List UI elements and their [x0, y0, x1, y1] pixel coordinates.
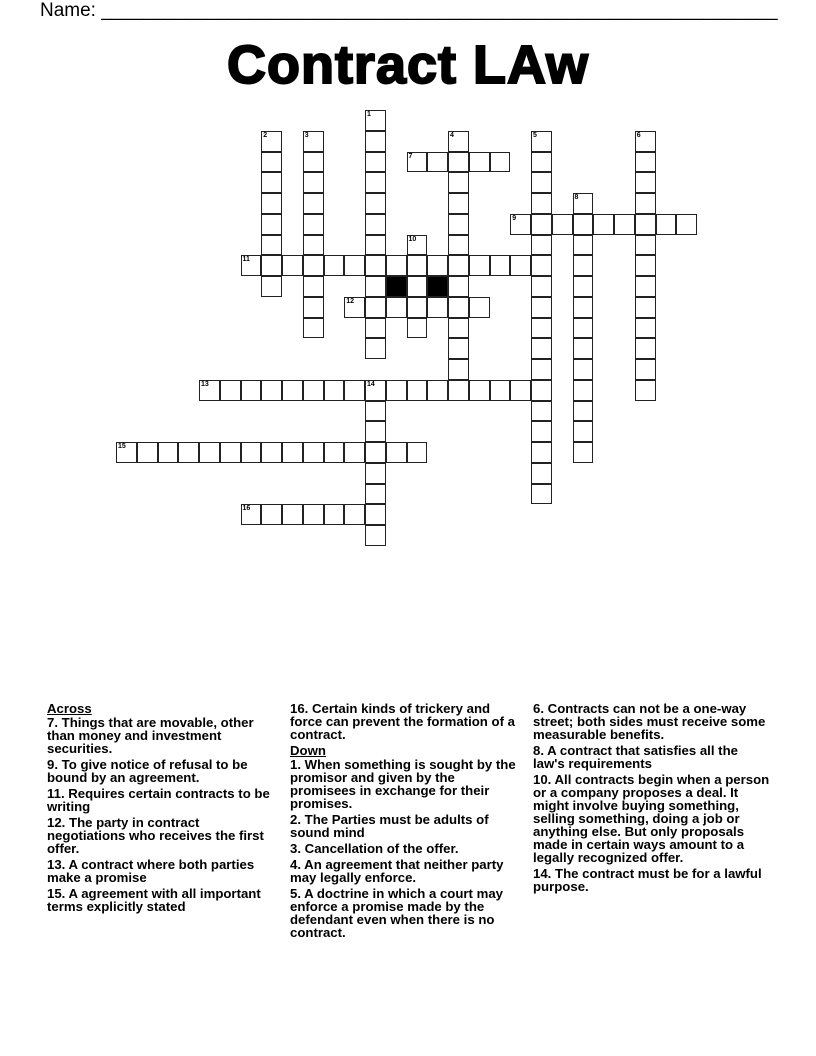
crossword-cell[interactable]	[469, 380, 490, 401]
clue-down-1	[290, 758, 522, 810]
cell-number: 11	[242, 256, 250, 264]
crossword-cell[interactable]	[365, 318, 386, 339]
crossword-cell[interactable]	[365, 504, 386, 525]
crossword-cell[interactable]	[490, 152, 511, 173]
crossword-cell[interactable]	[137, 442, 158, 463]
crossword-cell[interactable]	[365, 255, 386, 276]
clue-column-1	[47, 702, 279, 916]
clue-text: Requires certain contracts to be writing	[47, 786, 270, 814]
clue-down-3	[290, 842, 522, 855]
crossword-cell[interactable]	[365, 152, 386, 173]
crossword-cell[interactable]	[448, 193, 469, 214]
crossword-cell[interactable]	[531, 152, 552, 173]
crossword-cell[interactable]	[365, 110, 386, 131]
crossword-cell[interactable]	[365, 276, 386, 297]
crossword-cell[interactable]	[531, 421, 552, 442]
clue-text: Things that are movable, other than money and investment securities.	[47, 715, 254, 756]
crossword-cell[interactable]	[448, 172, 469, 193]
crossword-cell[interactable]	[469, 152, 490, 173]
crossword-cell[interactable]	[531, 172, 552, 193]
cell-number: 2	[263, 131, 268, 139]
black-cell	[427, 276, 448, 297]
crossword-cell[interactable]	[635, 172, 656, 193]
crossword-cell[interactable]	[261, 214, 282, 235]
clue-number: 7.	[47, 715, 58, 730]
crossword-cell[interactable]	[656, 214, 677, 235]
clue-number: 13.	[47, 857, 66, 872]
crossword-cell[interactable]	[365, 484, 386, 505]
clue-number: 6.	[533, 701, 544, 716]
crossword-cell[interactable]	[261, 442, 282, 463]
crossword-cell[interactable]	[448, 214, 469, 235]
crossword-cell[interactable]	[116, 442, 137, 463]
clue-text: When something is sought by the promisor and given by the promisees in exchange for their promises.	[290, 757, 516, 811]
crossword-cell[interactable]	[573, 442, 594, 463]
clue-number: 10.	[533, 772, 552, 787]
clue-text: An agreement that neither party may legally enforce.	[290, 857, 504, 885]
crossword-cell[interactable]	[635, 235, 656, 256]
crossword-cell[interactable]	[303, 318, 324, 339]
crossword-cell[interactable]	[407, 318, 428, 339]
crossword-cell[interactable]	[531, 359, 552, 380]
crossword-cell[interactable]	[635, 131, 656, 152]
clue-text: A doctrine in which a court may enforce a promise made by the defendant even when there is no contract.	[290, 886, 503, 940]
cell-number: 15	[118, 443, 126, 450]
crossword-cell[interactable]	[407, 442, 428, 463]
crossword-cell[interactable]	[573, 235, 594, 256]
clue-column-2	[290, 702, 522, 942]
crossword-cell[interactable]	[531, 255, 552, 276]
crossword-cell[interactable]	[241, 380, 262, 401]
crossword-cell[interactable]	[531, 318, 552, 339]
clue-text: All contracts begin when a person or a company proposes a deal. It might involve buying something, selling something, doing a job or anything else. But only proposals made in certain ways amount to a legally recognized offer.	[533, 772, 770, 865]
clue-text: A contract that satisfies all the law's requirements	[533, 743, 738, 771]
clue-across-16	[290, 702, 522, 741]
clue-number: 1.	[290, 757, 301, 772]
crossword-cell[interactable]	[303, 255, 324, 276]
crossword-cell[interactable]	[531, 380, 552, 401]
crossword-cell[interactable]	[448, 235, 469, 256]
crossword-cell[interactable]	[178, 442, 199, 463]
crossword-cell[interactable]	[365, 193, 386, 214]
crossword-cell[interactable]	[344, 504, 365, 525]
cell-number: 3	[304, 131, 309, 139]
crossword-cell[interactable]	[365, 214, 386, 235]
clue-number: 8.	[533, 743, 544, 758]
clue-text: The party in contract negotiations who receives the first offer.	[47, 815, 264, 856]
crossword-cell[interactable]	[635, 338, 656, 359]
cell-number: 10	[408, 235, 417, 243]
crossword-cell[interactable]	[324, 442, 345, 463]
crossword-cell[interactable]	[241, 255, 262, 276]
crossword-cell[interactable]	[635, 193, 656, 214]
clue-number: 12.	[47, 815, 66, 830]
crossword-cell[interactable]	[220, 380, 241, 401]
crossword-cell[interactable]	[303, 276, 324, 297]
crossword-cell[interactable]	[282, 255, 303, 276]
crossword-cell[interactable]	[365, 172, 386, 193]
crossword-cell[interactable]	[635, 214, 656, 235]
crossword-cell[interactable]	[241, 442, 262, 463]
clue-text: Cancellation of the offer.	[301, 841, 459, 856]
crossword-cell[interactable]	[324, 504, 345, 525]
crossword-cell[interactable]	[448, 297, 469, 318]
crossword-cell[interactable]	[365, 338, 386, 359]
crossword-cell[interactable]	[427, 380, 448, 401]
crossword-cell[interactable]	[635, 318, 656, 339]
clue-across-13	[47, 858, 279, 884]
clue-number: 4.	[290, 857, 301, 872]
crossword-cell[interactable]	[427, 297, 448, 318]
clue-number: 9.	[47, 757, 58, 772]
clue-number: 11.	[47, 786, 65, 801]
clue-down-10	[533, 773, 773, 864]
crossword-cell[interactable]	[199, 380, 220, 401]
clue-text: The Parties must be adults of sound mind	[290, 812, 489, 840]
crossword-cell[interactable]	[303, 131, 324, 152]
crossword-cell[interactable]	[531, 297, 552, 318]
crossword-cell[interactable]	[303, 297, 324, 318]
crossword-cell[interactable]	[448, 318, 469, 339]
crossword-cell[interactable]	[261, 172, 282, 193]
cell-number: 6	[636, 131, 641, 139]
clue-down-2	[290, 813, 522, 839]
crossword-cell[interactable]	[261, 152, 282, 173]
crossword-cell[interactable]	[386, 255, 407, 276]
crossword-cell[interactable]	[261, 131, 282, 152]
cell-number: 7	[408, 152, 413, 160]
crossword-cell[interactable]	[303, 380, 324, 401]
crossword-cell[interactable]	[635, 359, 656, 380]
crossword-cell[interactable]	[573, 318, 594, 339]
clue-text: Certain kinds of trickery and force can prevent the formation of a contract.	[290, 701, 515, 742]
crossword-cell[interactable]	[531, 193, 552, 214]
crossword-cell[interactable]	[261, 255, 282, 276]
crossword-cell[interactable]	[344, 255, 365, 276]
crossword-cell[interactable]	[365, 525, 386, 546]
crossword-cell[interactable]	[573, 338, 594, 359]
cell-number: 16	[242, 505, 251, 513]
crossword-cell[interactable]	[448, 359, 469, 380]
crossword-cell[interactable]	[573, 297, 594, 318]
crossword-cell[interactable]	[407, 255, 428, 276]
crossword-cell[interactable]	[448, 152, 469, 173]
crossword-cell[interactable]	[593, 214, 614, 235]
crossword-cell[interactable]	[344, 297, 365, 318]
crossword-cell[interactable]	[303, 172, 324, 193]
crossword-cell[interactable]	[158, 442, 179, 463]
clue-across-7	[47, 716, 279, 755]
crossword-cell[interactable]	[573, 214, 594, 235]
crossword-cell[interactable]	[448, 131, 469, 152]
name-field-label: Name: ________________________________________________________________	[40, 0, 778, 21]
crossword-cell[interactable]	[448, 276, 469, 297]
clue-across-11	[47, 787, 279, 813]
clue-text: A contract where both parties make a promise	[47, 857, 255, 885]
crossword-cell[interactable]	[199, 442, 220, 463]
crossword-cell[interactable]	[261, 380, 282, 401]
crossword-cell[interactable]	[573, 255, 594, 276]
clue-across-15	[47, 887, 279, 913]
crossword-cell[interactable]	[635, 276, 656, 297]
down-heading: Down	[290, 743, 326, 758]
clue-number: 2.	[290, 812, 301, 827]
crossword-cell[interactable]	[282, 380, 303, 401]
page-title: Contract LAw	[226, 35, 590, 95]
crossword-cell[interactable]	[261, 504, 282, 525]
crossword-cell[interactable]	[386, 297, 407, 318]
crossword-cell[interactable]	[365, 235, 386, 256]
crossword-cell[interactable]	[531, 338, 552, 359]
clue-number: 16.	[290, 701, 309, 716]
crossword-cell[interactable]	[490, 380, 511, 401]
crossword-cell[interactable]	[365, 380, 386, 401]
cell-number: 4	[450, 131, 454, 139]
clue-across-9	[47, 758, 279, 784]
crossword-cell[interactable]	[365, 401, 386, 422]
crossword-cell[interactable]	[365, 421, 386, 442]
crossword-cell[interactable]	[407, 380, 428, 401]
crossword-cell[interactable]	[531, 131, 552, 152]
clue-text: To give notice of refusal to be bound by an agreement.	[47, 757, 248, 785]
crossword-cell[interactable]	[448, 255, 469, 276]
crossword-cell[interactable]	[324, 255, 345, 276]
crossword-cell[interactable]	[531, 442, 552, 463]
crossword-cell[interactable]	[573, 276, 594, 297]
clue-across-12	[47, 816, 279, 855]
cell-number: 9	[512, 214, 517, 222]
crossword-cell[interactable]	[407, 152, 428, 173]
clue-down-4	[290, 858, 522, 884]
crossword-cell[interactable]	[573, 401, 594, 422]
crossword-cell[interactable]	[469, 255, 490, 276]
crossword-cell[interactable]	[303, 152, 324, 173]
crossword-cell[interactable]	[531, 276, 552, 297]
crossword-cell[interactable]	[635, 152, 656, 173]
crossword-cell[interactable]	[241, 504, 262, 525]
crossword-cell[interactable]	[344, 442, 365, 463]
crossword-cell[interactable]	[407, 235, 428, 256]
clue-text: Contracts can not be a one-way street; both sides must receive some measurable benefits.	[533, 701, 766, 742]
cell-number: 13	[201, 380, 209, 388]
crossword-cell[interactable]	[635, 255, 656, 276]
clue-text: A agreement with all important terms explicitly stated	[47, 886, 261, 914]
clue-text: The contract must be for a lawful purpose.	[533, 866, 762, 894]
cell-number: 1	[367, 111, 371, 118]
crossword-cell[interactable]	[261, 276, 282, 297]
crossword-cell[interactable]	[282, 504, 303, 525]
crossword-cell[interactable]	[303, 193, 324, 214]
crossword-cell[interactable]	[614, 214, 635, 235]
crossword-cell[interactable]	[365, 297, 386, 318]
crossword-cell[interactable]	[303, 442, 324, 463]
crossword-cell[interactable]	[344, 380, 365, 401]
clue-down-6	[533, 702, 773, 741]
cell-number: 12	[346, 297, 355, 305]
crossword-cell[interactable]	[427, 152, 448, 173]
crossword-cell[interactable]	[303, 235, 324, 256]
crossword-cell[interactable]	[365, 442, 386, 463]
clue-down-8	[533, 744, 773, 770]
crossword-cell[interactable]	[635, 297, 656, 318]
black-cell	[386, 276, 407, 297]
clue-down-14	[533, 867, 773, 893]
cell-number: 14	[367, 380, 375, 388]
crossword-cell[interactable]	[303, 214, 324, 235]
crossword-cell[interactable]	[365, 131, 386, 152]
crossword-cell[interactable]	[407, 276, 428, 297]
clue-number: 14.	[533, 866, 552, 881]
crossword-cell[interactable]	[510, 380, 531, 401]
crossword-cell[interactable]	[552, 214, 573, 235]
crossword-cell[interactable]	[386, 442, 407, 463]
crossword-cell[interactable]	[573, 359, 594, 380]
crossword-cell[interactable]	[324, 380, 345, 401]
crossword-cell[interactable]	[282, 442, 303, 463]
crossword-cell[interactable]	[469, 297, 490, 318]
clue-number: 3.	[290, 841, 301, 856]
crossword-cell[interactable]	[573, 380, 594, 401]
crossword-cell[interactable]	[365, 463, 386, 484]
crossword-cell[interactable]	[531, 463, 552, 484]
crossword-cell[interactable]	[407, 297, 428, 318]
crossword-cell[interactable]	[510, 214, 531, 235]
crossword-cell[interactable]	[303, 504, 324, 525]
clue-column-3	[533, 702, 773, 896]
crossword-cell[interactable]	[573, 193, 594, 214]
clue-number: 5.	[290, 886, 301, 901]
crossword-cell[interactable]	[448, 338, 469, 359]
crossword-cell[interactable]	[490, 255, 511, 276]
across-heading: Across	[47, 701, 92, 716]
clue-down-5	[290, 887, 522, 939]
crossword-cell[interactable]	[261, 193, 282, 214]
crossword-cell[interactable]	[635, 380, 656, 401]
cell-number: 5	[533, 131, 537, 139]
crossword-cell[interactable]	[676, 214, 697, 235]
crossword-cell[interactable]	[510, 255, 531, 276]
clue-number: 15.	[47, 886, 66, 901]
crossword-cell[interactable]	[220, 442, 241, 463]
crossword-cell[interactable]	[531, 235, 552, 256]
crossword-cell[interactable]	[531, 401, 552, 422]
crossword-cell[interactable]	[573, 421, 594, 442]
crossword-cell[interactable]	[448, 380, 469, 401]
cell-number: 8	[574, 194, 579, 201]
crossword-cell[interactable]	[386, 380, 407, 401]
crossword-cell[interactable]	[427, 255, 448, 276]
crossword-cell[interactable]	[531, 484, 552, 505]
crossword-cell[interactable]	[531, 214, 552, 235]
crossword-cell[interactable]	[261, 235, 282, 256]
